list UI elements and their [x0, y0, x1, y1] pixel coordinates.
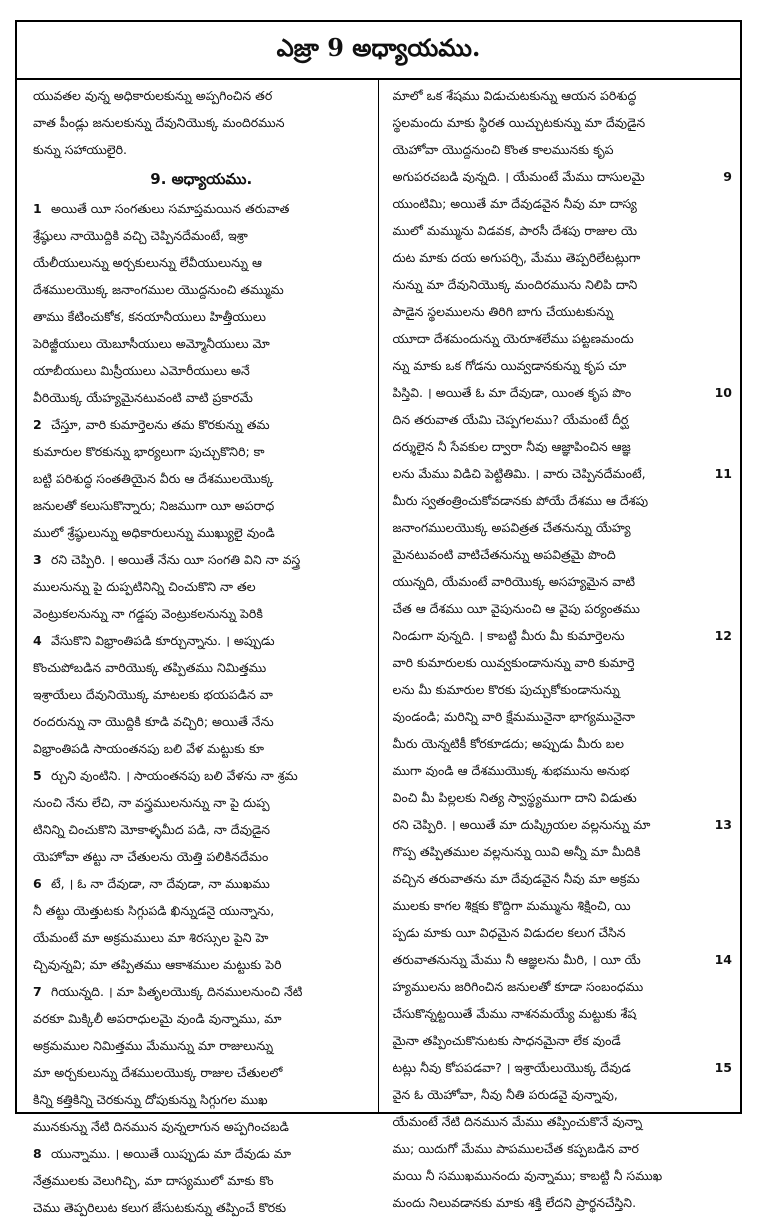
text-line	[393, 136, 733, 163]
line-text: చేత ఆ దేశము యీ వైపునుంచి ఆ వైపు పర్యంతము	[392, 601, 640, 616]
right-column	[379, 78, 741, 1210]
line-text: నిండుగా వున్నది. । కాబట్టి మీరు మీ కుమార్తెలను	[392, 628, 625, 643]
text-line	[393, 1189, 733, 1216]
line-text: యున్నాము. । అయితే యిప్పుడు మా దేవుడు మా	[51, 1146, 291, 1161]
line-text: యెహోవా తట్టు నా చేతులను యెత్తి పలికినదేమం	[33, 849, 269, 864]
line-text: దుట మాకు దయ అగుపర్చి, మేము తెప్పరిలేటట్లుగా	[392, 250, 641, 265]
line-text: యువతల వున్న అధికారులకున్ను అప్పగించిన తర	[33, 88, 273, 103]
line-text: వించి మీ పిల్లలకు నిత్య స్వాస్థ్యముగా దాని విడుతు	[392, 790, 637, 805]
text-line	[33, 762, 370, 789]
text-line	[33, 573, 370, 600]
verse-number: 2	[33, 417, 42, 432]
two-column-body	[17, 78, 740, 1215]
text-line	[393, 163, 733, 190]
text-line	[33, 195, 370, 222]
text-line	[393, 541, 733, 568]
text-line	[33, 276, 370, 303]
line-text: వీరియొక్క యేహ్యమైనటువంటి వాటి ప్రకారమే	[33, 390, 253, 405]
line-text: యెహోవా యొద్దనుంచి కొంత కాలమునకు కృప	[392, 142, 614, 157]
line-text: యాబీయులు మిస్రీయులు ఎమోరీయులు అనే	[33, 363, 250, 378]
line-text: చేసుకొన్నట్టయితే మేము నాశనమయ్యే మట్టుకు శేష	[392, 1006, 637, 1021]
text-line	[33, 843, 370, 870]
text-line	[393, 460, 733, 487]
text-line	[33, 681, 370, 708]
line-text: టే, । ఓ నా దేవుడా, నా దేవుడా, నా ముఖము	[51, 876, 270, 891]
line-text: వచ్చిన తరువాతను మా దేవుడవైన నీవు మా అక్రమ	[392, 871, 640, 886]
left-column	[17, 78, 379, 1215]
text-line	[393, 1162, 733, 1189]
text-line	[393, 811, 733, 838]
text-line	[33, 249, 370, 276]
text-line	[33, 654, 370, 681]
chapter-heading	[33, 163, 370, 195]
verse-number: 5	[33, 768, 42, 783]
text-line	[393, 298, 733, 325]
line-text: అక్రమముల నిమిత్తము మేమున్ను మా రాజులున్ను	[33, 1038, 274, 1053]
verse-number: 4	[33, 633, 42, 648]
text-line	[393, 838, 733, 865]
line-text: శ్రేష్ఠులు నాయొద్దికి వచ్చి చెప్పినదేమంటే, ఇశ్రా	[33, 228, 248, 243]
line-text: మీరు స్వతంత్రించుకోవడానకు పోయే దేశము ఆ దేశపు	[392, 493, 649, 508]
text-line	[393, 946, 733, 973]
text-line	[33, 303, 370, 330]
line-text: 9. అధ్యాయము.	[150, 170, 253, 188]
text-line	[393, 109, 733, 136]
line-text: మైనా తప్పించుకొనుటకు సాధనమైనా లేక వుండే	[392, 1033, 621, 1048]
line-text: టినిన్ని చించుకొని మోకాళ్ళమీద పడి, నా దేవుడైన	[33, 822, 271, 837]
text-line	[33, 897, 370, 924]
text-line	[33, 816, 370, 843]
line-text: హ్యములను జరిగించిన జనులతో కూడా సంబంధము	[392, 979, 644, 994]
text-line	[33, 136, 370, 163]
line-text: ప్పడు మాకు యీ విధమైన విడుదల కలుగ చేసిన	[392, 925, 626, 940]
verse-number: 6	[33, 876, 42, 891]
text-line	[393, 919, 733, 946]
line-text: పిస్తివి. । అయితే ఓ మా దేవుడా, యింత కృప పొం	[392, 385, 632, 400]
line-text: చేస్తూ, వారి కుమార్తెలను తమ కొరకున్ను తమ	[51, 417, 270, 432]
line-text: మాలో ఒక శేషము విడుచుటకున్ను ఆయన పరిశుద్ధ	[392, 88, 637, 103]
line-text: మైనటువంటి వాటిచేతనున్ను అపవిత్రమై పొంది	[392, 547, 616, 562]
text-line	[33, 546, 370, 573]
verse-number: 11	[714, 466, 732, 481]
chapter-title: ఎజ్రా 9 అధ్యాయము.	[276, 32, 481, 62]
line-text: ర్చుని వుంటిని. । సాయంతనపు బలి వేళను నా శ్రమ	[51, 768, 298, 783]
line-text: ముగా వుండి ఆ దేశముయొక్క శుభమును అనుభ	[392, 763, 630, 778]
verse-number: 14	[714, 952, 732, 967]
text-line	[33, 978, 370, 1005]
line-text: రని చెప్పిరి. । అయితే నేను యీ సంగతి విని నా వస్త్ర	[51, 552, 301, 567]
line-text: నీ తట్టు యెత్తుటకు సిగ్గుపడి ఖిన్నుడనై యున్నాను,	[33, 903, 275, 918]
text-line	[393, 244, 733, 271]
line-text: కిన్ని కత్తికిన్ని చెరకున్ను దోపుకున్ను సిగ్గుగల ముఖ	[33, 1092, 268, 1107]
line-text: వైన ఓ యెహోవా, నీవు నీతి పరుడవై వున్నావు,	[392, 1087, 618, 1102]
line-text: ములో మమ్మును విడవక, పారసీ దేశపు రాజుల యె	[392, 223, 638, 238]
text-line	[33, 492, 370, 519]
text-line	[393, 730, 733, 757]
text-line	[33, 357, 370, 384]
line-text: తాము కేటించుకోక, కనయానీయులు హిత్తీయులు	[33, 309, 266, 324]
verse-number: 13	[714, 817, 732, 832]
text-line	[393, 649, 733, 676]
text-line	[33, 465, 370, 492]
line-text: గియున్నది. । మా పితృలయొక్క దినములనుంచి నేటి	[51, 984, 303, 999]
line-text: పెరిజ్జీయులు యెబూసీయులు అమ్మోనీయులు మో	[33, 336, 270, 351]
line-text: యూదా దేశమందున్ను యెరూశలేము పట్టణమందు	[392, 331, 634, 346]
verse-number: 7	[33, 984, 42, 999]
line-text: రని చెప్పిరి. । అయితే మా దుష్క్రియల వల్లనున్ను మా	[392, 817, 651, 832]
line-text: యున్నది, యేమంటే వారియొక్క అసహ్యమైన వాటి	[392, 574, 636, 589]
line-text: లను మీ కుమారుల కొరకు పుచ్చుకోకుండానున్ను	[392, 682, 620, 697]
verse-number: 10	[714, 385, 732, 400]
text-line	[393, 352, 733, 379]
verse-number: 3	[33, 552, 42, 567]
line-text: మందు నిలువడానకు మాకు శక్తి లేదని ప్రార్థనచేస్తిని.	[392, 1195, 637, 1210]
text-line	[393, 1027, 733, 1054]
text-line	[33, 1194, 370, 1221]
text-line	[33, 627, 370, 654]
line-text: వాత పీండ్లు జనులకున్ను దేవునియొక్క మందిరమున	[33, 115, 285, 130]
text-line	[33, 708, 370, 735]
text-line	[33, 411, 370, 438]
line-text: స్థలమందు మాకు స్థిరత యిచ్చుటకున్ను మా దేవుడైన	[392, 115, 646, 130]
text-line	[33, 82, 370, 109]
text-line	[393, 1000, 733, 1027]
text-line	[33, 789, 370, 816]
text-line	[33, 1113, 370, 1140]
text-line	[393, 190, 733, 217]
text-line	[33, 951, 370, 978]
text-line	[33, 1086, 370, 1113]
line-text: జనాంగములయొక్క అపవిత్రత చేతనున్ను యేహ్య	[392, 520, 631, 535]
line-text: అగుపరచబడి వున్నది. । యేమంటే మేము దాసులమై	[392, 169, 645, 184]
line-text: దేశములయొక్క జనాంగముల యొద్దనుంచి తమ్ముమ	[33, 282, 284, 297]
text-line	[33, 924, 370, 951]
line-text: ఇశ్రాయేలు దేవునియొక్క మాటలకు భయపడిన వా	[33, 687, 273, 702]
line-text: వేసుకొని విభ్రాంతిపడి కూర్చున్నాను. । అప్పుడు	[51, 633, 275, 648]
text-line	[393, 379, 733, 406]
text-line	[393, 595, 733, 622]
text-line	[393, 1081, 733, 1108]
text-line	[33, 222, 370, 249]
verse-number: 8	[33, 1146, 42, 1161]
text-line	[33, 109, 370, 136]
line-text: కుమారుల కొరకున్ను భార్యలుగా పుచ్చుకొనిరి; కా	[33, 444, 265, 459]
text-line	[33, 1167, 370, 1194]
text-line	[393, 487, 733, 514]
line-text: జనులతో కలుసుకొన్నారు; నిజముగా యీ అపరాధ	[33, 498, 275, 513]
line-text: యేమంటే మా అక్రమములు మా శిరస్సుల పైని హె	[33, 930, 269, 945]
text-line	[33, 735, 370, 762]
text-line	[393, 1135, 733, 1162]
text-line	[33, 1140, 370, 1167]
line-text: మీరు యెన్నటికీ కోరకూడదు; అప్పుడు మీరు బల	[392, 736, 625, 751]
line-text: నున్ను మా దేవునియొక్క మందిరమును నిలిపి దాని	[392, 277, 638, 292]
line-text: మునకున్ను నేటి దినమున వున్నలాగున అప్పగించబడి	[33, 1119, 289, 1134]
text-line	[393, 217, 733, 244]
line-text: గొప్ప తప్పితముల వల్లనున్ను యివి అన్నీ మా మీదికి	[392, 844, 641, 859]
line-text: లను మేము విడిచి పెట్టితిమి. । వారు చెప్పినదేమంటే,	[392, 466, 646, 481]
line-text: వుండండి; మరిన్ని వారి క్షేమమునైనా భాగ్యమునైనా	[392, 709, 635, 724]
line-text: చ్చివున్నవి; మా తప్పితము ఆకాశముల మట్టుకు పెరి	[33, 957, 282, 972]
line-text: రందరున్ను నా యొద్దికి కూడి వచ్చిరి; అయితే నేను	[33, 714, 274, 729]
line-text: చెము తెప్పరిలుట కలుగ జేసుటకున్ను తప్పించే కొరకు	[33, 1200, 287, 1215]
text-line	[393, 514, 733, 541]
line-text: టట్లు నీవు కోపపడవా? । ఇశ్రాయేలుయొక్క దేవుడ	[392, 1060, 631, 1075]
line-text: కున్ను సహాయులైరి.	[33, 142, 128, 157]
line-text: దర్శులైన నీ సేవకుల ద్వారా నీవు ఆజ్ఞాపించిన ఆజ్ఞ	[392, 439, 631, 454]
line-text: ములో శ్రేష్ఠులున్ను అధికారులున్ను ముఖ్యులై వుండి	[33, 525, 275, 540]
line-text: పాడైన స్థలములను తిరిగి బాగు చేయుటకున్ను	[392, 304, 614, 319]
text-line	[393, 676, 733, 703]
line-text: ములకు కాగల శిక్షకు కొద్దిగా మమ్మును శిక్షించి, యి	[392, 898, 631, 913]
text-line	[393, 82, 733, 109]
line-text: వెంట్రుకలనున్ను నా గడ్డపు వెంట్రుకలనున్ను పెరికి	[33, 606, 263, 621]
text-line	[393, 973, 733, 1000]
text-line	[33, 1005, 370, 1032]
line-text: మయి నీ సముఖమునందు వున్నాము; కాబట్టి నీ సముఖ	[392, 1168, 663, 1183]
text-line	[393, 1108, 733, 1135]
text-line	[393, 757, 733, 784]
line-text: ము; యిదుగో మేము పాపములచేత కప్పబడిన వార	[392, 1141, 639, 1156]
text-line	[393, 784, 733, 811]
text-line	[33, 438, 370, 465]
text-line	[393, 892, 733, 919]
text-line	[393, 622, 733, 649]
text-line	[393, 433, 733, 460]
page-header	[17, 22, 740, 80]
line-text: వారి కుమారులకు యివ్వకుండానున్ను వారి కుమార్తె	[392, 655, 635, 670]
text-line	[33, 1059, 370, 1086]
text-line	[393, 865, 733, 892]
line-text: యేమంటే నేటి దినమున మేము తప్పించుకొనే వున్నా	[392, 1114, 643, 1129]
line-text: యేలీయులున్ను అర్చకులున్ను లేవీయులున్ను ఆ	[33, 255, 262, 270]
line-text: బట్టి పరిశుద్ధ సంతతియైన వీరు ఆ దేశములయొక్క	[33, 471, 274, 486]
line-text: దిన తరువాత యేమి చెప్పగలము? యేమంటే దీర్ఘ	[392, 412, 629, 427]
line-text: అయితే యీ సంగతులు సమాప్తమయిన తరువాత	[51, 201, 290, 216]
line-text: కొంచుపోబడిన వారియొక్క తప్పితము నిమిత్తము	[33, 660, 267, 675]
text-line	[393, 325, 733, 352]
text-line	[393, 568, 733, 595]
scripture-page	[15, 20, 742, 1215]
verse-number: 1	[33, 201, 42, 216]
line-text: తరువాతనున్ను మేము నీ ఆజ్ఞలను మీరి, । యీ యే	[392, 952, 641, 967]
text-line	[33, 870, 370, 897]
line-text: యుంటిమి; అయితే మా దేవుడవైన నీవు మా దాస్య	[392, 196, 637, 211]
text-line	[393, 406, 733, 433]
text-line	[33, 600, 370, 627]
text-line	[33, 330, 370, 357]
text-line	[393, 271, 733, 298]
line-text: వరకూ మిక్కిలీ అపరాధులమై వుండి వున్నాము, మా	[33, 1011, 282, 1026]
line-text: నుంచి నేను లేచి, నా వస్త్రములనున్ను నా పై దుప్ప	[33, 795, 270, 810]
text-line	[33, 1032, 370, 1059]
line-text: మా అర్చకులున్ను దేశములయొక్క రాజుల చేతులలో	[33, 1065, 283, 1080]
verse-number: 15	[714, 1060, 732, 1075]
verse-number: 9	[723, 169, 732, 184]
text-line	[33, 384, 370, 411]
text-line	[393, 703, 733, 730]
line-text: విభ్రాంతిపడి సాయంతనపు బలి వేళ మట్టుకు కూ	[33, 741, 264, 756]
line-text: నేత్రములకు వెలుగిచ్చి, మా దాస్యములో మాకు కొం	[33, 1173, 274, 1188]
text-line	[33, 519, 370, 546]
verse-number: 12	[714, 628, 732, 643]
text-line	[393, 1054, 733, 1081]
line-text: న్ను మాకు ఒక గోడను యివ్వడానకున్ను కృప చూ	[392, 358, 627, 373]
line-text: ములనున్ను పై దుప్పటినిన్ని చించుకొని నా తల	[33, 579, 256, 594]
